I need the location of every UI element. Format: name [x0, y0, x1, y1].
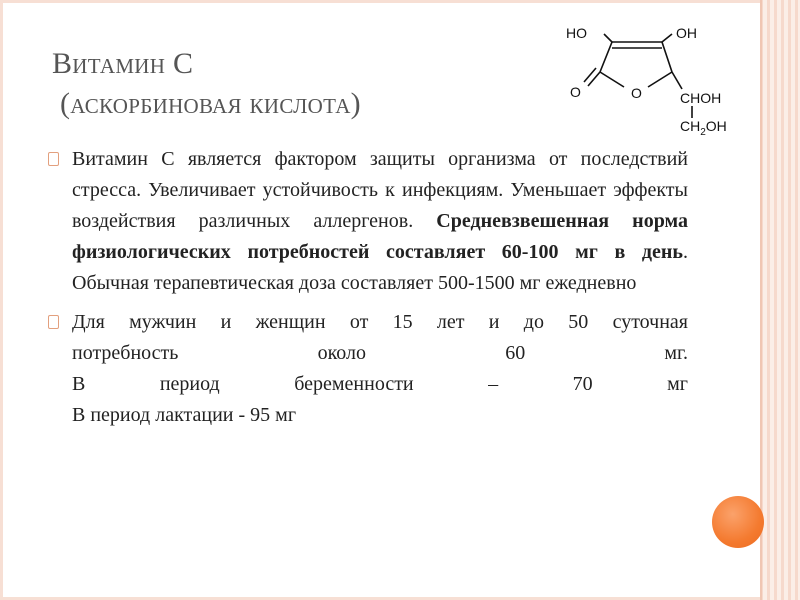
label-ch2oh: $CH_2OH$	[680, 118, 727, 138]
bond-o-c4	[648, 72, 672, 87]
title-line-2: (аскорбиновая кислота)	[60, 87, 361, 120]
bullet-1	[48, 144, 688, 299]
bond-ho-left	[604, 34, 612, 42]
label-ho-left: HO	[566, 25, 587, 41]
bullet-1-bold: Средневзвешенная норма физиологических потребностей составляет 60-100 мг в день	[72, 210, 688, 263]
label-o-carbonyl: O	[570, 84, 581, 100]
bullet-1-text: Витамин С является фактором защиты организма от последствий стресса. Увеличивает устойчивость к инфекциям. Уменьшает эффекты воздействия различных аллергенов.	[72, 148, 688, 232]
bond-chain	[672, 72, 682, 89]
bullet-marker-icon	[48, 315, 59, 329]
ascorbic-acid-structure	[560, 14, 750, 144]
orange-dot-decoration	[712, 496, 764, 548]
title-line-1: Витамин С	[52, 47, 194, 80]
decorative-stripes	[760, 0, 800, 600]
bullet-marker-icon	[48, 152, 59, 166]
label-chohh: CHOH	[680, 90, 722, 106]
slide-content	[48, 144, 688, 439]
structure-diagram	[560, 14, 750, 144]
bond-oh-right	[662, 34, 672, 42]
label-oh-right: OH	[676, 25, 697, 41]
bullet-2	[48, 307, 688, 431]
bond-c1-o	[600, 72, 624, 87]
bond-c2-c1	[600, 42, 612, 72]
slide-title	[52, 44, 512, 124]
bullet-2-line-3: В период беременности – 70 мг	[72, 373, 688, 395]
bullet-2-line-4: В период лактации - 95 мг	[72, 404, 297, 426]
top-border	[0, 0, 760, 3]
bullet-1-text-2: . Обычная терапевтическая доза составляет 500-1500 мг ежедневно	[72, 241, 688, 294]
bullet-2-line-1: Для мужчин и женщин от 15 лет и до 50 суточная	[72, 311, 688, 333]
label-o-ring: O	[631, 85, 642, 101]
left-border	[0, 0, 3, 600]
bullet-2-line-2: потребность около 60 мг.	[72, 342, 688, 364]
bond-c3-c4	[662, 42, 672, 72]
